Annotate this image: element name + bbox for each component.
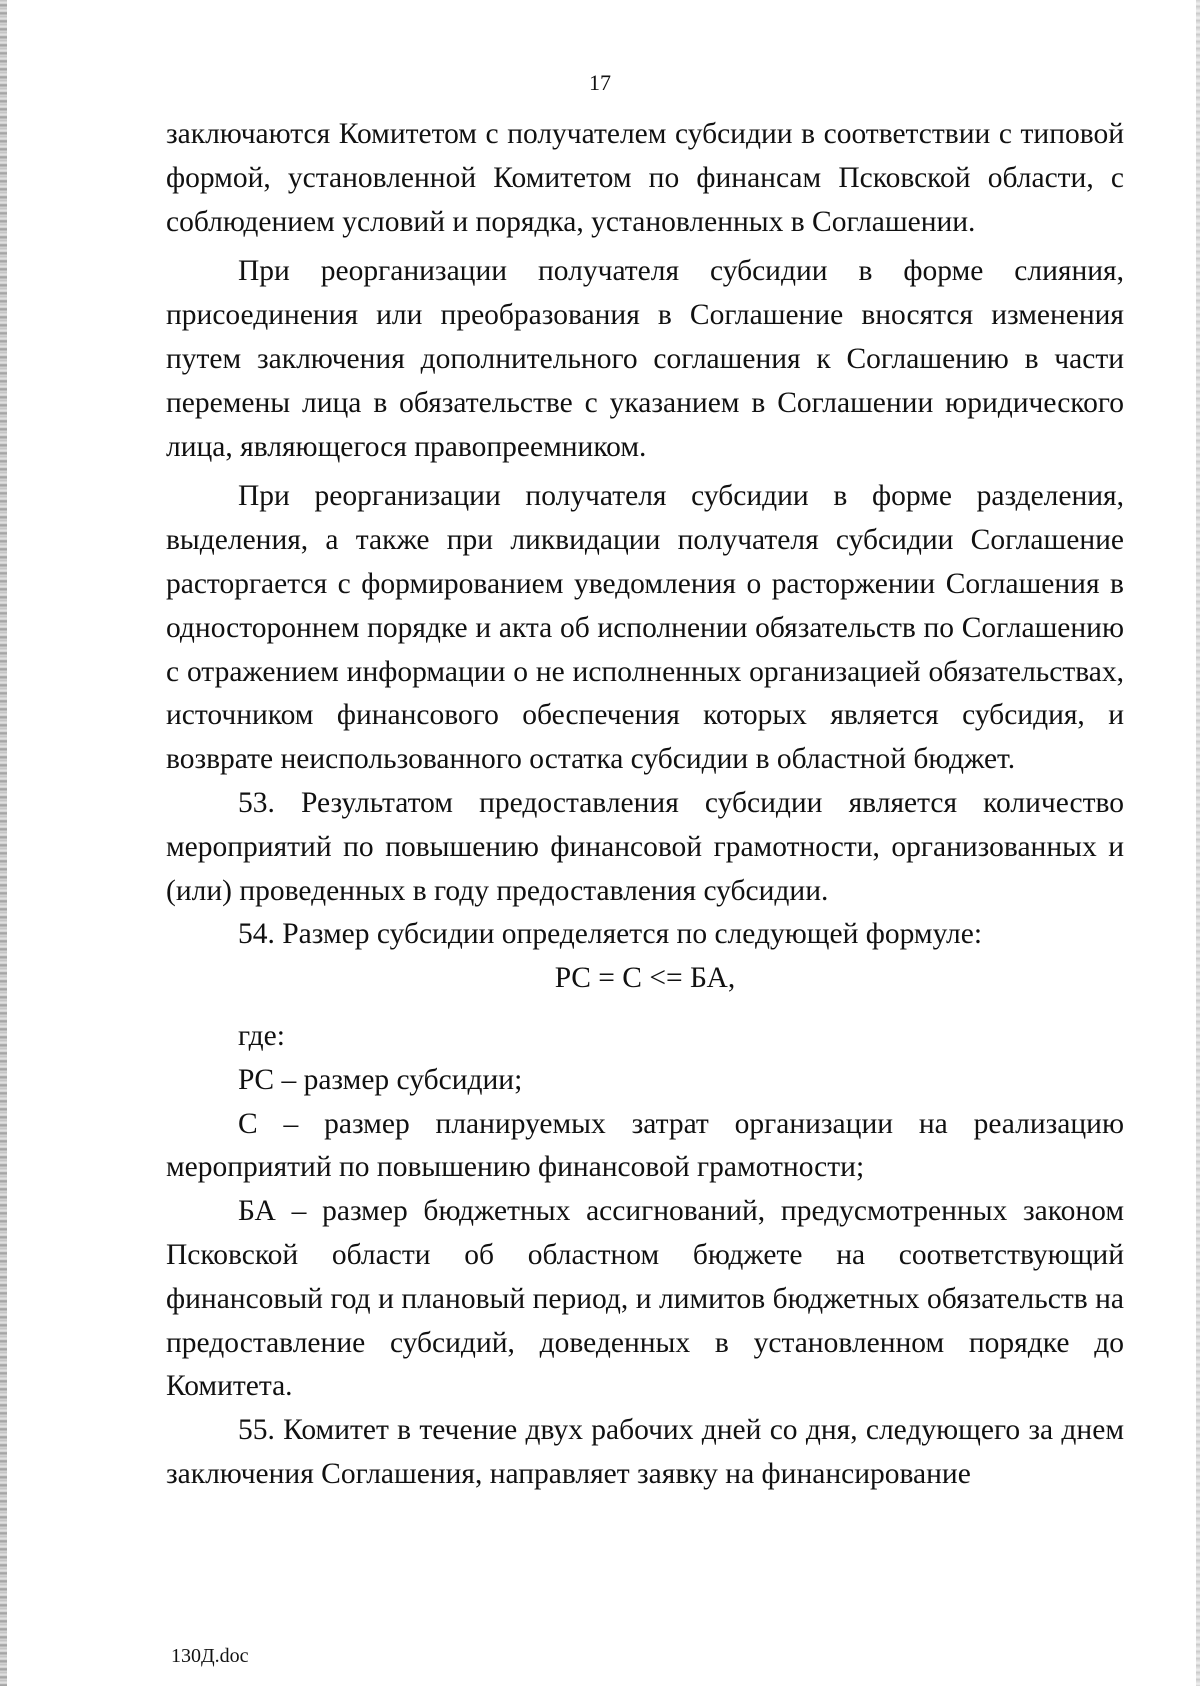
- page-number: 17: [589, 70, 611, 95]
- formula-definition-c: C – размер планируемых затрат организации на реализацию мероприятий по повышению финансовой грамотности;: [166, 1107, 1124, 1184]
- formula: PC = C <= БА,: [554, 962, 736, 995]
- scan-edge-left: [0, 0, 7, 1686]
- formula-where-label: где:: [238, 1019, 285, 1052]
- paragraph: При реорганизации получателя субсидии в форме разделения, выделения, а также при ликвидации получателя субсидии Соглашение расторгается с формированием уведомления о расторжении Соглашения в одностороннем порядке и акта об исполнении обязательств по Соглашению с отражением информации о не исполненных организацией обязательствах, источником финансового обеспечения которых является субсидия, и возврате неиспользованного остатка субсидии в областной бюджет.: [166, 480, 1124, 776]
- document-body: [166, 113, 1124, 1497]
- paragraph-item-54: 54. Размер субсидии определяется по следующей формуле:: [238, 918, 983, 951]
- formula-definition-pc: PC – размер субсидии;: [238, 1063, 523, 1096]
- paragraph: При реорганизации получателя субсидии в форме слияния, присоединения или преобразования в Соглашение вносятся изменения путем заключения дополнительного соглашения к Соглашению в части перемены лица в обязательстве с указанием в Соглашении юридического лица, являющегося правопреемником.: [166, 255, 1124, 463]
- paragraph: заключаются Комитетом с получателем субсидии в соответствии с типовой формой, установленной Комитетом по финансам Псковской области, с соблюдением условий и порядка, установленных в Соглашении.: [166, 118, 1124, 238]
- paragraph-item-53: 53. Результатом предоставления субсидии является количество мероприятий по повышению финансовой грамотности, организованных и (или) проведенных в году предоставления субсидии.: [166, 786, 1124, 907]
- paragraph-item-55: 55. Комитет в течение двух рабочих дней со дня, следующего за днем заключения Соглашения, направляет заявку на финансирование: [166, 1414, 1124, 1490]
- scan-edge-right: [1196, 0, 1200, 1686]
- file-name-footer: 130Д.doc: [171, 1645, 249, 1667]
- formula-definition-ba: БА – размер бюджетных ассигнований, предусмотренных законом Псковской области об областном бюджете на соответствующий финансовый год и плановый период, и лимитов бюджетных обязательств на предоставление субсидий, доведенных в установленном порядке до Комитета.: [166, 1195, 1124, 1403]
